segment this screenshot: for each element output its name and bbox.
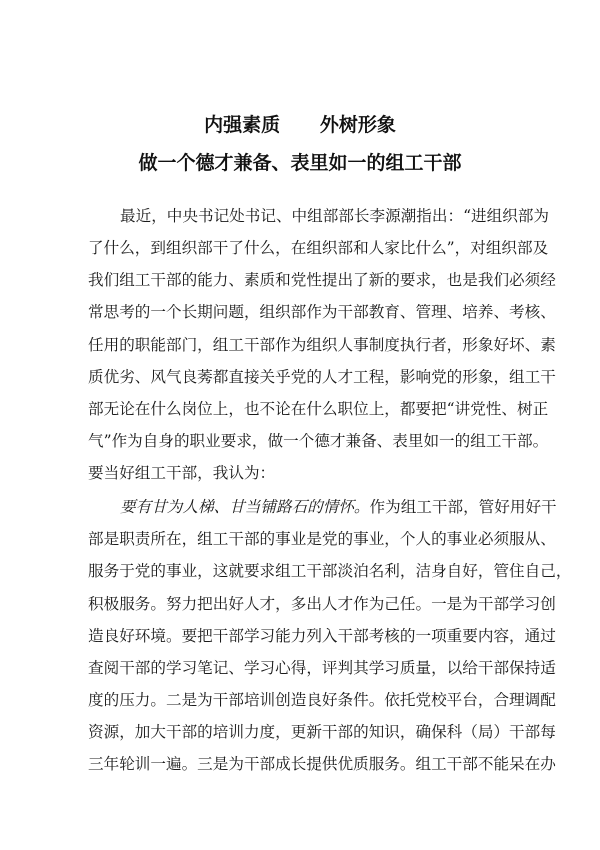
paragraph-2-lead: 要有甘为人梯、甘当铺路石的情怀。 [120,498,370,516]
paragraph-1-line: 部无论在什么岗位上，也不论在什么职位上，都要把“讲党性、树正 [88,400,549,418]
paragraph-2-line: 积极服务。努力把出好人才，多出人才作为己任。一是为干部学习创 [88,595,556,613]
paragraph-2-first-rest: 作为组工干部，管好用好干 [369,498,557,516]
paragraph-2-line: 度的压力。二是为干部培训创造良好条件。依托党校平台，合理调配 [88,691,556,709]
paragraph-2-line: 查阅干部的学习笔记、学习心得，评判其学习质量，以给干部保持适 [88,659,556,677]
paragraph-2-line: 资源，加大干部的培训力度，更新干部的知识，确保科（局）干部每 [88,723,556,741]
paragraph-1-line: 质优劣、风气良莠都直接关乎党的人才工程，影响党的形象，组工干 [88,368,556,386]
paragraph-1-line: 气”作为自身的职业要求，做一个德才兼备、表里如一的组工干部。 [88,432,549,450]
paragraph-2-first-line [120,497,557,517]
paragraph-1-line: 常思考的一个长期问题，组织部作为干部教育、管理、培养、考核、 [88,303,556,321]
paragraph-1-line: 任用的职能部门，组工干部作为组织人事制度执行者，形象好坏、素 [88,336,556,354]
paragraph-2-line: 服务于党的事业，这就要求组工干部淡泊名利，洁身自好，管住自己， [88,562,572,580]
document-title-line-2: 做一个德才兼备、表里如一的组工干部 [138,152,462,174]
document-title-line-1: 内强素质 外树形象 [204,114,396,136]
paragraph-1-line: 了什么，到组织部干了什么，在组织部和人家比什么”，对组织部及 [88,239,549,257]
paragraph-2-line: 造良好环境。要把干部学习能力列入干部考核的一项重要内容，通过 [88,627,556,645]
paragraph-1-line: 要当好组工干部，我认为： [88,464,276,482]
paragraph-2-line: 三年轮训一遍。三是为干部成长提供优质服务。组工干部不能呆在办 [88,755,556,773]
paragraph-1-line: 我们组工干部的能力、素质和党性提出了新的要求，也是我们必须经 [88,271,556,289]
paragraph-1-line: 最近，中央书记处书记、中组部部长李源潮指出：“进组织部为 [120,207,550,225]
paragraph-2-line: 部是职责所在，组工干部的事业是党的事业，个人的事业必须服从、 [88,530,556,548]
